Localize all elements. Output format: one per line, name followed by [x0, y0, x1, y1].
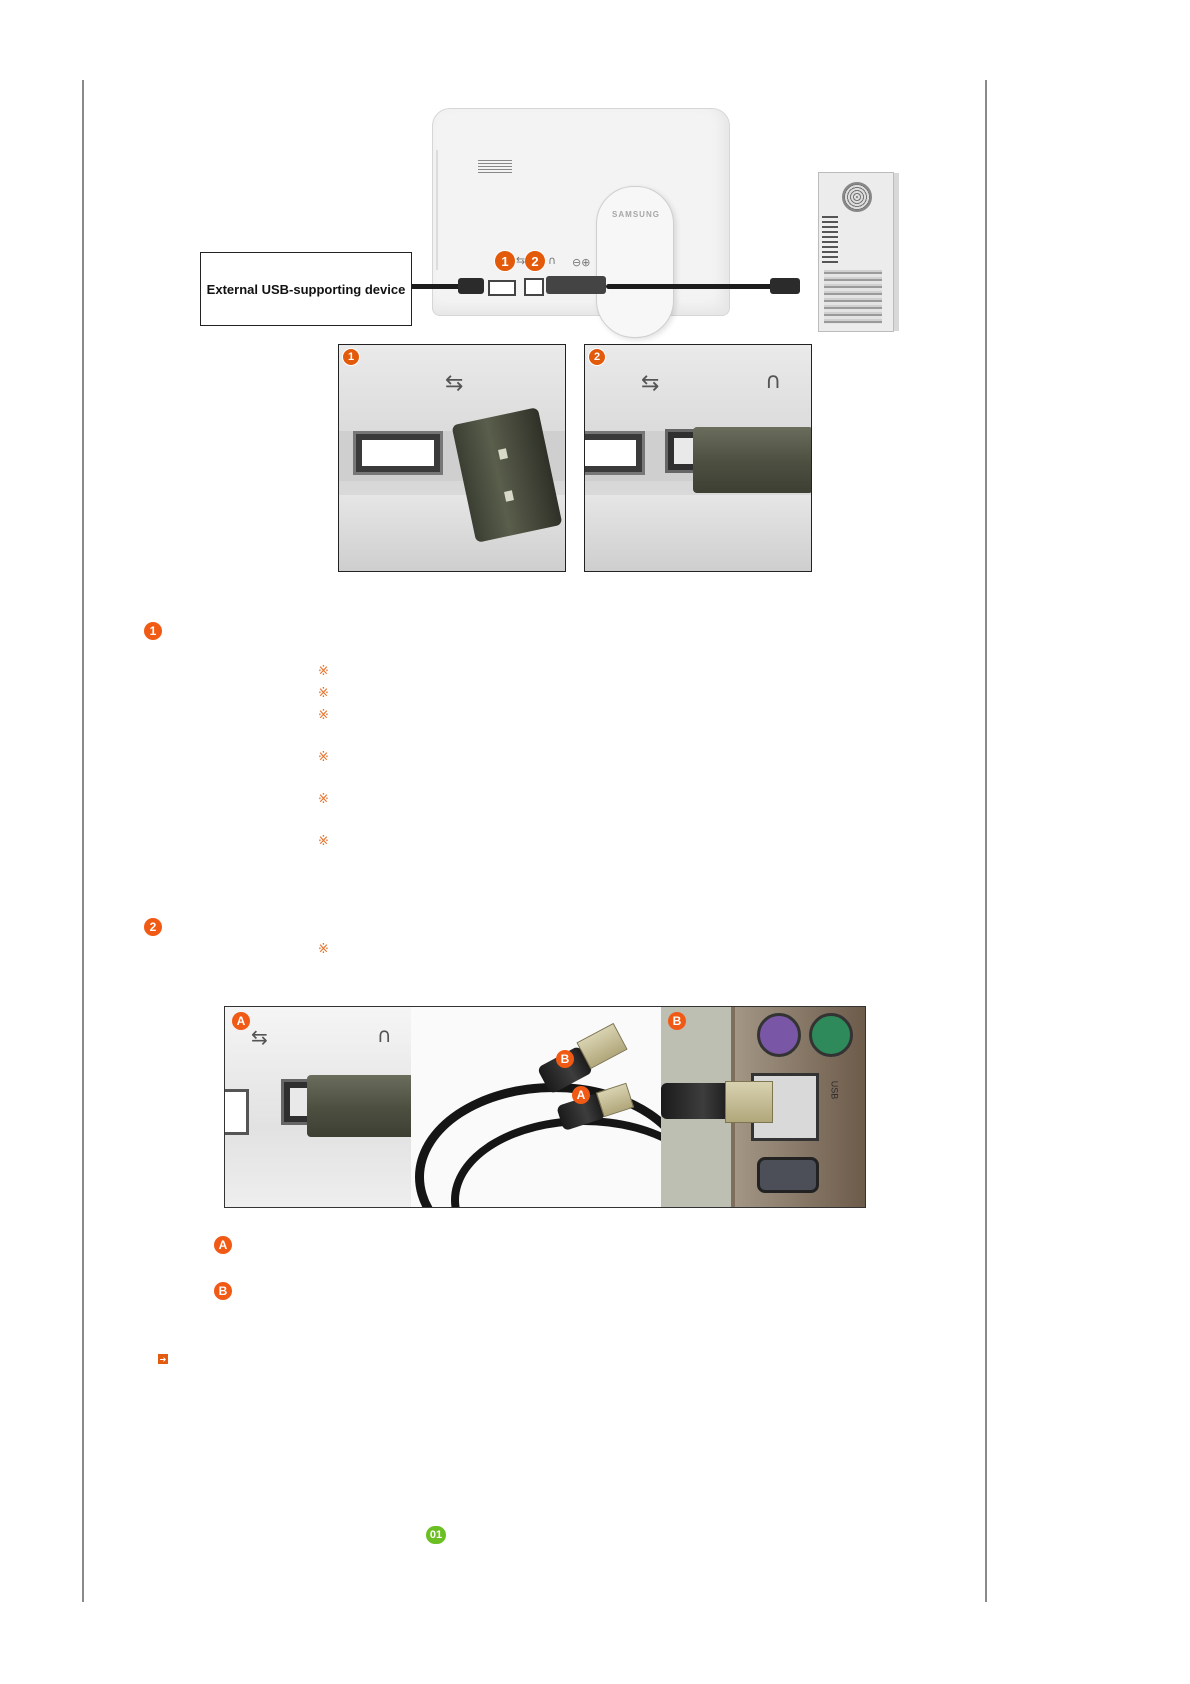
headphone-icon: ∩: [377, 1023, 392, 1047]
monitor-stand: [596, 186, 674, 338]
device-cable-plug: [458, 278, 484, 294]
legend-marker-a: A: [214, 1236, 232, 1254]
note-mark-icon: ※: [318, 664, 329, 679]
cable-composite-photo: [224, 1006, 866, 1208]
usb-port-label: USB: [829, 1080, 840, 1100]
right-page-rule: [985, 80, 987, 1602]
usb-b-port-small: [524, 278, 544, 296]
dc-power-icon: ⊖⊕: [572, 256, 591, 269]
cable-photo-marker-b: B: [556, 1050, 574, 1068]
usb-b-plug: [307, 1075, 415, 1137]
usb-a-port-partial: [224, 1089, 249, 1135]
cable-photo-marker-b: B: [668, 1012, 686, 1030]
closeup-photo-1: [338, 344, 566, 572]
usb-a-plug-metal: [725, 1081, 773, 1123]
monitor-port-photo: [225, 1007, 411, 1207]
closeup-photo-2: [584, 344, 812, 572]
serial-port: [757, 1157, 819, 1193]
photo-marker-2: 2: [588, 348, 606, 366]
note-mark-icon: ※: [318, 708, 329, 723]
pc-port-photo: [661, 1007, 865, 1207]
cable-photo: [411, 1007, 661, 1207]
note-mark-icon: ※: [318, 792, 329, 807]
pc-cable: [606, 284, 776, 289]
section-marker-1: 1: [144, 622, 162, 640]
external-device-box: [200, 252, 412, 326]
usb-a-plug-body: [661, 1083, 731, 1119]
note-mark-icon: ※: [318, 834, 329, 849]
ps2-port-green: [809, 1013, 853, 1057]
usb-a-port-partial: [584, 431, 645, 475]
photo-marker-1: 1: [342, 348, 360, 366]
panel-ledge: [585, 495, 811, 572]
pc-io-panel: [822, 216, 838, 264]
brand-logo: SAMSUNG: [612, 210, 660, 219]
note-mark-icon: ※: [318, 750, 329, 765]
ps2-port-purple: [757, 1013, 801, 1057]
port-marker-1: 1: [494, 250, 516, 272]
legend-marker-b: B: [214, 1282, 232, 1300]
usb-icon: ⇆: [516, 254, 526, 267]
usb-a-port-small: [488, 280, 516, 296]
cable-photo-marker-a: A: [232, 1012, 250, 1030]
pc-cable-plug-b: [546, 276, 606, 294]
external-device-label: External USB-supporting device: [206, 281, 406, 297]
left-page-rule: [82, 80, 84, 1602]
monitor-vent: [478, 160, 512, 174]
port-marker-2: 2: [524, 250, 546, 272]
note-mark-icon: ※: [318, 686, 329, 701]
usb-icon: ⇆: [445, 371, 464, 396]
headphone-icon: ∩: [548, 254, 557, 267]
cable-photo-marker-a: A: [572, 1086, 590, 1104]
arrow-right-icon[interactable]: ➔: [159, 1354, 167, 1364]
section-marker-2: 2: [144, 918, 162, 936]
pc-expansion-slots: [824, 270, 882, 324]
usb-b-plug: [693, 427, 812, 493]
pc-fan: [842, 182, 872, 212]
headphone-icon: ∩: [765, 369, 782, 394]
note-mark-icon: ※: [318, 942, 329, 957]
usb-icon: ⇆: [641, 371, 660, 396]
pc-cable-plug-a: [770, 278, 800, 294]
usb-a-port: [353, 431, 443, 475]
page-number-badge: 01: [426, 1526, 446, 1544]
device-cable: [410, 284, 462, 289]
usb-icon: ⇆: [251, 1025, 268, 1049]
monitor-side-buttons: [436, 150, 446, 270]
